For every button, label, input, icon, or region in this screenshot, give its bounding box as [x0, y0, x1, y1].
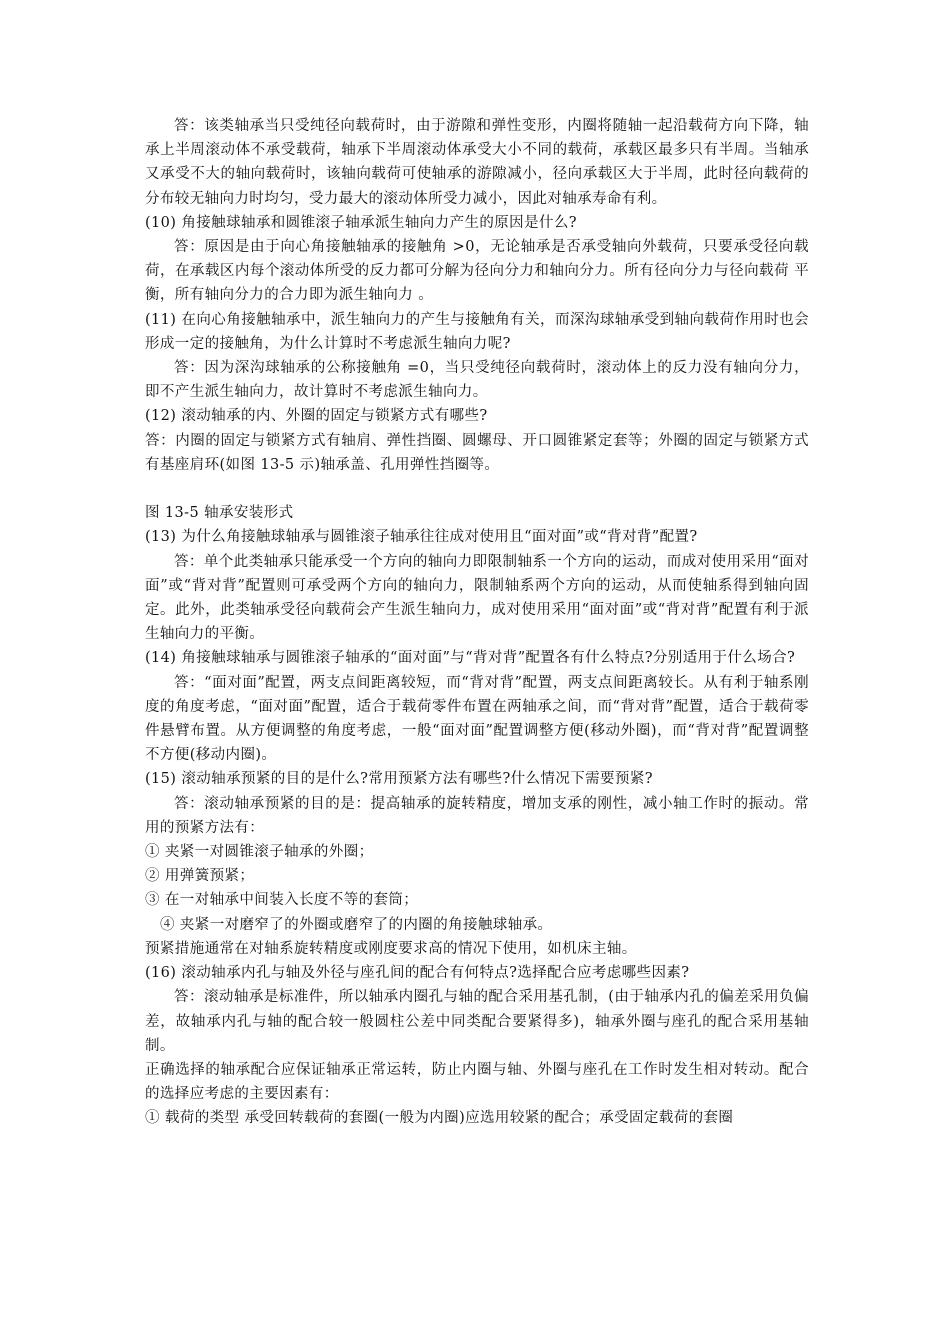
question-12: (12) 滚动轴承的内、外圈的固定与锁紧方式有哪些?: [145, 408, 488, 425]
answer-paragraph: 答：因为深沟球轴承的公称接触角 =0，当只受纯径向载荷时，滚动体上的反力没有轴向分力，即不产生派生轴向力，故计算时不考虑派生轴向力。: [145, 360, 809, 401]
question-10: (10) 角接触球轴承和圆锥滚子轴承派生轴向力产生的原因是什么?: [145, 214, 577, 231]
list-item: ② 用弹簧预紧；: [145, 868, 255, 885]
list-item: ③ 在一对轴承中间装入长度不等的套筒；: [145, 892, 419, 909]
body-paragraph: 预紧措施通常在对轴系旋转精度或刚度要求高的情况下使用，如机床主轴。: [145, 940, 637, 957]
document-body: [145, 114, 809, 1131]
blank-line: [145, 477, 809, 501]
figure-caption: 图 13-5 轴承安装形式: [145, 505, 294, 522]
question-16: (16) 滚动轴承内孔与轴及外径与座孔间的配合有何特点?选择配合应考虑哪些因素?: [145, 965, 690, 982]
answer-paragraph: 答：单个此类轴承只能承受一个方向的轴向力即限制轴系一个方向的运动，而成对使用采用“面对面”或“背对背”配置则可承受两个方向的轴向力，限制轴系两个方向的运动，从而使轴系得到轴向固定。此外，此类轴承受径向载荷会产生派生轴向力，成对使用采用“面对面”或“背对背”配置有利于派生轴向力的平衡。: [145, 553, 809, 643]
list-item: ① 夹紧一对圆锥滚子轴承的外圈；: [145, 844, 374, 861]
question-14: (14) 角接触球轴承与圆锥滚子轴承的“面对面”与“背对背”配置各有什么特点?分别适用于什么场合?: [145, 650, 796, 667]
answer-paragraph: 答：“面对面”配置，两支点间距离较短，而“背对背”配置，两支点间距离较长。从有利于轴系刚度的角度考虑，“面对面”配置，适合于载荷零件布置在两轴承之间，而“背对背”配置，适合于载荷零件悬臂布置。从方便调整的角度考虑，一般“面对面”配置调整方便(移动外圈)，而“背对背”配置调整不方便(移动内圈)。: [145, 674, 809, 764]
question-13: (13) 为什么角接触球轴承与圆锥滚子轴承往往成对使用且“面对面”或“背对背”配置?: [145, 529, 698, 546]
list-item: ① 载荷的类型 承受回转载荷的套圈(一般为内圈)应选用较紧的配合；承受固定载荷的套圈: [145, 1110, 734, 1127]
question-11: (11) 在向心角接触轴承中，派生轴向力的产生与接触角有关，而深沟球轴承受到轴向载荷作用时也会形成一定的接触角，为什么计算时不考虑派生轴向力呢?: [145, 311, 809, 352]
answer-paragraph: 答：内圈的固定与锁紧方式有轴肩、弹性挡圈、圆螺母、开口圆锥紧定套等；外圈的固定与锁紧方式有基座肩环(如图 13-5 示)轴承盖、孔用弹性挡圈等。: [145, 432, 809, 473]
question-15: (15) 滚动轴承预紧的目的是什么?常用预紧方法有哪些?什么情况下需要预紧?: [145, 771, 653, 788]
answer-paragraph: 答：原因是由于向心角接触轴承的接触角 >0，无论轴承是否承受轴向外载荷，只要承受径向载荷，在承载区内每个滚动体所受的反力都可分解为径向分力和轴向分力。所有径向分力与径向载荷 平衡，所有轴向分力的合力即为派生轴向力 。: [145, 239, 809, 304]
answer-paragraph: 答：该类轴承当只受纯径向载荷时，由于游隙和弹性变形，内圈将随轴一起沿载荷方向下降，轴承上半周滚动体不承受载荷，轴承下半周滚动体承受大小不同的载荷，承载区最多只有半周。当轴承又承受不大的轴向载荷时，该轴向载荷可使轴承的游隙减小，径向承载区大于半周，此时径向载荷的分布较无轴向力时均匀，受力最大的滚动体所受力减小，因此对轴承寿命有利。: [145, 118, 809, 207]
answer-paragraph: 答：滚动轴承是标准件，所以轴承内圈孔与轴的配合采用基孔制，(由于轴承内孔的偏差采用负偏差，故轴承内孔与轴的配合较一般圆柱公差中同类配合要紧得多)，轴承外圈与座孔的配合采用基轴制。: [145, 989, 809, 1054]
answer-paragraph: 答：滚动轴承预紧的目的是：提高轴承的旋转精度，增加支承的刚性，减小轴工作时的振动。常用的预紧方法有：: [145, 795, 809, 836]
body-paragraph: 正确选择的轴承配合应保证轴承正常运转，防止内圈与轴、外圈与座孔在工作时发生相对转动。配合的选择应考虑的主要因素有：: [145, 1061, 809, 1103]
list-item: ④ 夹紧一对磨窄了的外圈或磨窄了的内圈的角接触球轴承。: [160, 916, 553, 933]
